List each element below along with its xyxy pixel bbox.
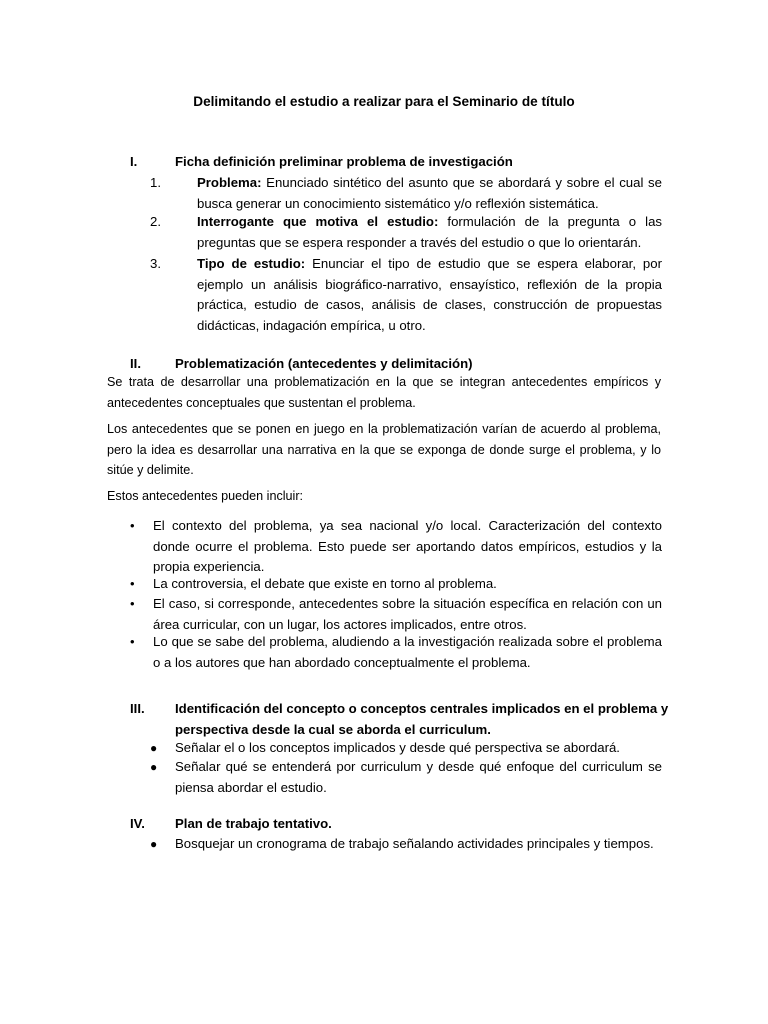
bullet-item — [130, 516, 662, 578]
list-item-term: Tipo de estudio: — [197, 256, 306, 271]
section-4-number: IV. — [130, 816, 145, 831]
bullet-item — [130, 632, 662, 673]
section-3-number: III. — [130, 701, 145, 716]
bullet-text: Bosquejar un cronograma de trabajo señalando actividades principales y tiempos. — [175, 836, 654, 851]
bullet-text: La controversia, el debate que existe en torno al problema. — [153, 576, 497, 591]
bullet-text: Señalar el o los conceptos implicados y desde qué perspectiva se abordará. — [175, 740, 620, 755]
list-item-text: Enunciado sintético del asunto que se abordará y sobre el cual se busca generar un conocimiento sistemático y/o reflexión sistemática. — [197, 175, 662, 211]
bullet-item — [130, 574, 662, 595]
bullet-text: Señalar qué se entenderá por curriculum y desde qué enfoque del curriculum se piensa abordar el estudio. — [175, 759, 662, 795]
section-2-number: II. — [130, 356, 141, 371]
bullet-dot-icon: ● — [150, 760, 158, 774]
bullet-dot-icon: ● — [150, 837, 158, 851]
bullet-dot-icon: • — [130, 596, 135, 611]
bullet-text: El contexto del problema, ya sea nacional y/o local. Caracterización del contexto donde ocurre el problema. Esto puede ser aportando datos empíricos, estudios y la propia experiencia. — [153, 518, 662, 574]
list-item-number: 2. — [150, 214, 161, 229]
list-item-term: Problema: — [197, 175, 262, 190]
paragraph: Los antecedentes que se ponen en juego en la problematización varían de acuerdo al problema, pero la idea es desarrollar una narrativa en la que se exponga de donde surge el problema, y lo sitúe y delimite. — [107, 422, 661, 477]
bullet-dot-icon: • — [130, 518, 135, 533]
list-item — [150, 173, 662, 214]
section-3-heading — [130, 699, 670, 740]
section-4-heading — [130, 814, 670, 835]
list-item-body — [197, 254, 662, 336]
bullet-dot-icon: ● — [150, 741, 158, 755]
document-title: Delimitando el estudio a realizar para el Seminario de título — [193, 94, 575, 109]
bullet-item — [150, 757, 662, 798]
bullet-item — [150, 834, 662, 855]
bullet-dot-icon: • — [130, 634, 135, 649]
bullet-text: Lo que se sabe del problema, aludiendo a la investigación realizada sobre el problema o a los autores que han abordado conceptualmente el problema. — [153, 634, 662, 670]
section-1-heading — [130, 152, 670, 173]
paragraph: Estos antecedentes pueden incluir: — [107, 489, 304, 503]
section-3-title: Identificación del concepto o conceptos centrales implicados en el problema y perspectiva desde la cual se aborda el curriculum. — [175, 701, 669, 737]
section-1-number: I. — [130, 154, 138, 169]
list-item-body — [197, 173, 662, 214]
list-item-number: 3. — [150, 256, 161, 271]
list-item-text: formulación de la pregunta o las preguntas que se espera responder a través del estudio o que lo orientarán. — [197, 214, 662, 250]
section-2-title: Problematización (antecedentes y delimitación) — [175, 356, 473, 371]
section-4-title: Plan de trabajo tentativo. — [175, 816, 332, 831]
bullet-text: El caso, si corresponde, antecedentes sobre la situación específica en relación con un área curricular, con un lugar, los actores implicados, entre otros. — [153, 596, 662, 632]
list-item-term: Interrogante que motiva el estudio: — [197, 214, 439, 229]
list-item — [150, 254, 662, 336]
list-item — [150, 212, 662, 253]
bullet-dot-icon: • — [130, 576, 135, 591]
list-item-body — [197, 212, 662, 253]
paragraph: Se trata de desarrollar una problematización en la que se integran antecedentes empíricos y antecedentes conceptuales que sustentan el problema. — [107, 375, 661, 410]
bullet-item — [150, 738, 662, 759]
bullet-item — [130, 594, 662, 635]
section-1-title: Ficha definición preliminar problema de investigación — [175, 154, 513, 169]
list-item-text: Enunciar el tipo de estudio que se espera elaborar, por ejemplo un análisis biográfico-narrativo, ensayístico, reflexión de la propia práctica, estudio de casos, análisis de clases, construcción de propuestas didácticas, indagación empírica, u otro. — [197, 256, 662, 333]
list-item-number: 1. — [150, 175, 161, 190]
